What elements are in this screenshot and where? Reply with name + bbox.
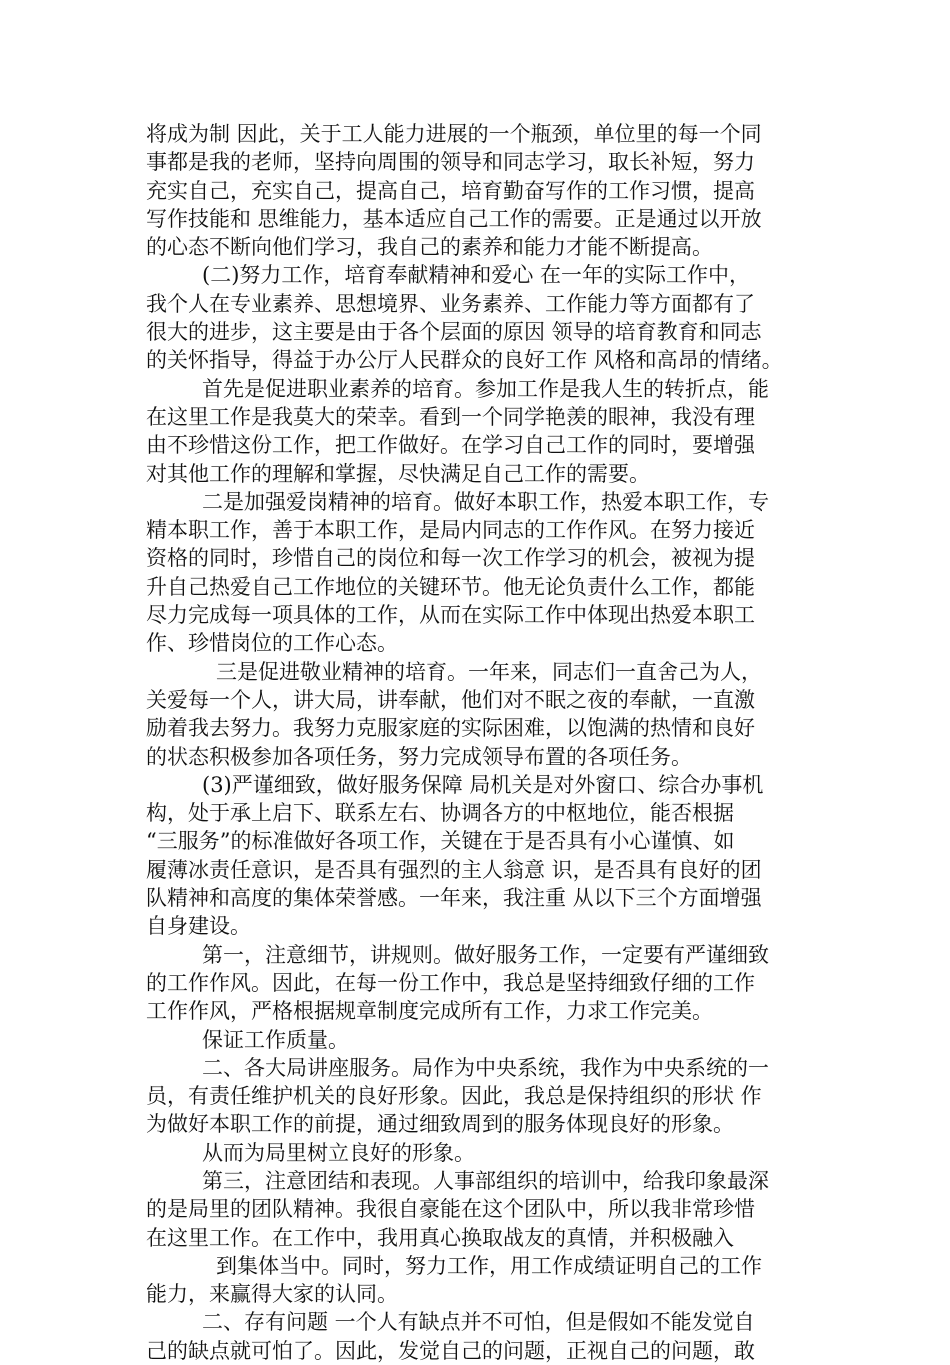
text-line: 的工作作风。因此，在每一份工作中，我总是坚持细致仔细的工作 xyxy=(146,970,755,995)
text-line: 第三，注意团结和表现。人事部组织的培训中，给我印象最深 xyxy=(202,1168,769,1193)
text-line: 二、存有问题 一个人有缺点并不可怕，但是假如不能发觉自 xyxy=(202,1310,755,1335)
text-line: 的心态不断向他们学习，我自己的素养和能力才能不断提高。 xyxy=(146,235,713,260)
text-line: 的状态积极参加各项任务，努力完成领导布置的各项任务。 xyxy=(146,744,692,769)
text-line: 写作技能和 思维能力，基本适应自己工作的需要。正是通过以开放 xyxy=(146,206,762,231)
text-line: 能力，来赢得大家的认同。 xyxy=(146,1282,398,1307)
text-line: 励着我去努力。我努力克服家庭的实际困难，以饱满的热情和良好 xyxy=(146,716,755,741)
text-line: 自身建设。 xyxy=(146,914,251,939)
text-line: 队精神和高度的集体荣誉感。一年来，我注重 从以下三个方面增强 xyxy=(146,886,762,911)
text-line: 精本职工作，善于本职工作，是局内同志的工作作风。在努力接近 xyxy=(146,518,755,543)
text-line: 的是局里的团队精神。我很自豪能在这个团队中，所以我非常珍惜 xyxy=(146,1197,755,1222)
text-line: 作、珍惜岗位的工作心态。 xyxy=(146,631,398,656)
text-line: 员，有责任维护机关的良好形象。因此，我总是保持组织的形状 作 xyxy=(146,1084,762,1109)
text-line: 二是加强爱岗精神的培育。做好本职工作，热爱本职工作，专 xyxy=(202,489,769,514)
text-line: (3)严谨细致，做好服务保障 局机关是对外窗口、综合办事机 xyxy=(202,772,764,797)
text-line: 构，处于承上启下、联系左右、协调各方的中枢地位，能否根据 xyxy=(146,801,734,826)
text-line: 的关怀指导，得益于办公厅人民群众的良好工作 风格和高昂的情绪。 xyxy=(146,348,783,373)
text-line: 由不珍惜这份工作，把工作做好。在学习自己工作的同时，要增强 xyxy=(146,433,755,458)
text-line: 工作作风，严格根据规章制度完成所有工作，力求工作完美。 xyxy=(146,999,713,1024)
text-line: 第一，注意细节，讲规则。做好服务工作，一定要有严谨细致 xyxy=(202,942,769,967)
text-line: “三服务”的标准做好各项工作，关键在于是否具有小心谨慎、如 xyxy=(146,829,735,854)
text-line: 履薄冰责任意识，是否具有强烈的主人翁意 识，是否具有良好的团 xyxy=(146,857,762,882)
text-line: 二、各大局讲座服务。局作为中央系统，我作为中央系统的一 xyxy=(202,1055,769,1080)
text-line: 从而为局里树立良好的形象。 xyxy=(202,1140,475,1165)
text-line: 我个人在专业素养、思想境界、业务素养、工作能力等方面都有了 xyxy=(146,291,755,316)
document-body xyxy=(146,120,816,1365)
text-line: (二)努力工作，培育奉献精神和爱心 在一年的实际工作中， xyxy=(202,263,751,288)
text-line: 保证工作质量。 xyxy=(202,1027,349,1052)
text-line: 充实自己，充实自己，提高自己，培育勤奋写作的工作习惯，提高 xyxy=(146,178,755,203)
text-line: 对其他工作的理解和掌握，尽快满足自己工作的需要。 xyxy=(146,461,650,486)
text-line: 事都是我的老师，坚持向周围的领导和同志学习，取长补短，努力 xyxy=(146,150,755,175)
text-line: 在这里工作。在工作中，我用真心换取战友的真情，并积极融入 xyxy=(146,1225,734,1250)
text-line: 首先是促进职业素养的培育。参加工作是我人生的转折点，能 xyxy=(202,376,769,401)
text-line: 为做好本职工作的前提，通过细致周到的服务体现良好的形象。 xyxy=(146,1112,734,1137)
text-line: 尽力完成每一项具体的工作，从而在实际工作中体现出热爱本职工 xyxy=(146,603,755,628)
text-line: 到集体当中。同时，努力工作，用工作成绩证明自己的工作 xyxy=(216,1253,762,1278)
text-line: 很大的进步，这主要是由于各个层面的原因 领导的培育教育和同志 xyxy=(146,320,762,345)
text-line: 三是促进敬业精神的培育。一年来，同志们一直舍己为人， xyxy=(216,659,762,684)
text-line: 关爱每一个人，讲大局，讲奉献，他们对不眠之夜的奉献，一直激 xyxy=(146,687,755,712)
text-line: 己的缺点就可怕了。因此，发觉自己的问题，正视自己的问题，敢 xyxy=(146,1338,755,1363)
text-line: 在这里工作是我莫大的荣幸。看到一个同学艳羡的眼神，我没有理 xyxy=(146,404,755,429)
text-line: 升自己热爱自己工作地位的关键环节。他无论负责什么工作，都能 xyxy=(146,574,755,599)
text-line: 资格的同时，珍惜自己的岗位和每一次工作学习的机会，被视为提 xyxy=(146,546,755,571)
text-line: 将成为制 因此，关于工人能力进展的一个瓶颈，单位里的每一个同 xyxy=(146,122,762,146)
